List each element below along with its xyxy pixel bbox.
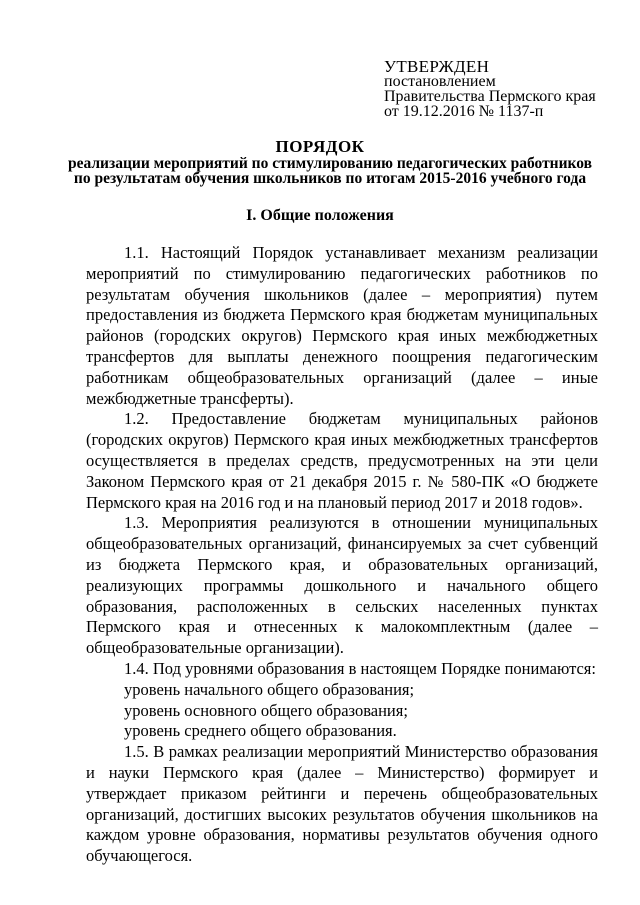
list-item-basic: уровень основного общего образования; [124,700,408,720]
approval-line-2: Правительства Пермского края [384,88,596,105]
paragraph-1-4: 1.4. Под уровнями образования в настоящем Порядке понимаются: [124,658,596,678]
document-title: ПОРЯДОК [275,137,365,156]
approval-line-1: постановлением [384,73,496,90]
approval-line-3: от 19.12.2016 № 1137-п [384,103,544,120]
paragraph-1-1: 1.1. Настоящий Порядок устанавливает механизм реализации мероприятий по стимулированию педагогических работников по результатам обучения школьников (далее – мероприятия) путем предоставления из бюджета Пермского края бюджетам муниципальных районов (городских округов) Пермского края иных межбюджетных трансфертов для выплаты денежного поощрения педагогическим работникам общеобразовательных организаций (далее – иные межбюджетные трансферты). [86,243,598,408]
approval-stamp [384,59,596,119]
subtitle-line-1: реализации мероприятий по стимулированию педагогических работников [67,155,593,172]
paragraph-1-3: 1.3. Мероприятия реализуются в отношении муниципальных общеобразовательных организаций, финансируемых за счет субвенций из бюджета Пермского края, и образовательных организаций, реализующих программы дошкольного и начального общего образования, расположенных в сельских населенных пунктах Пермского края и отнесенных к малокомплектным (далее – общеобразовательные организации). [86,513,598,658]
list-item-primary: уровень начального общего образования; [124,679,415,699]
approval-heading: УТВЕРЖДЕН [384,57,490,76]
paragraph-1-2: 1.2. Предоставление бюджетам муниципальных районов (городских округов) Пермского края иных межбюджетных трансфертов осуществляется в пределах средств, предусмотренных на эти цели Законом Пермского края от 21 декабря 2015 г. № 580-ПК «О бюджете Пермского края на 2016 год и на плановый период 2017 и 2018 годов». [86,409,598,512]
paragraph-1-5: 1.5. В рамках реализации мероприятий Министерство образования и науки Пермского края (далее – Министерство) формирует и утверждает приказом рейтинги и перечень общеобразовательных организаций, достигших высоких результатов обучения школьников на каждом уровне образования, нормативы результатов обучения одного обучающегося. [86,742,598,866]
section-title: I. Общие положения [246,207,394,224]
document-subtitle [60,156,600,186]
document-body [86,243,598,867]
list-item-secondary: уровень среднего общего образования. [124,721,397,741]
subtitle-line-2: по результатам обучения школьников по итогам 2015-2016 учебного года [73,170,587,187]
